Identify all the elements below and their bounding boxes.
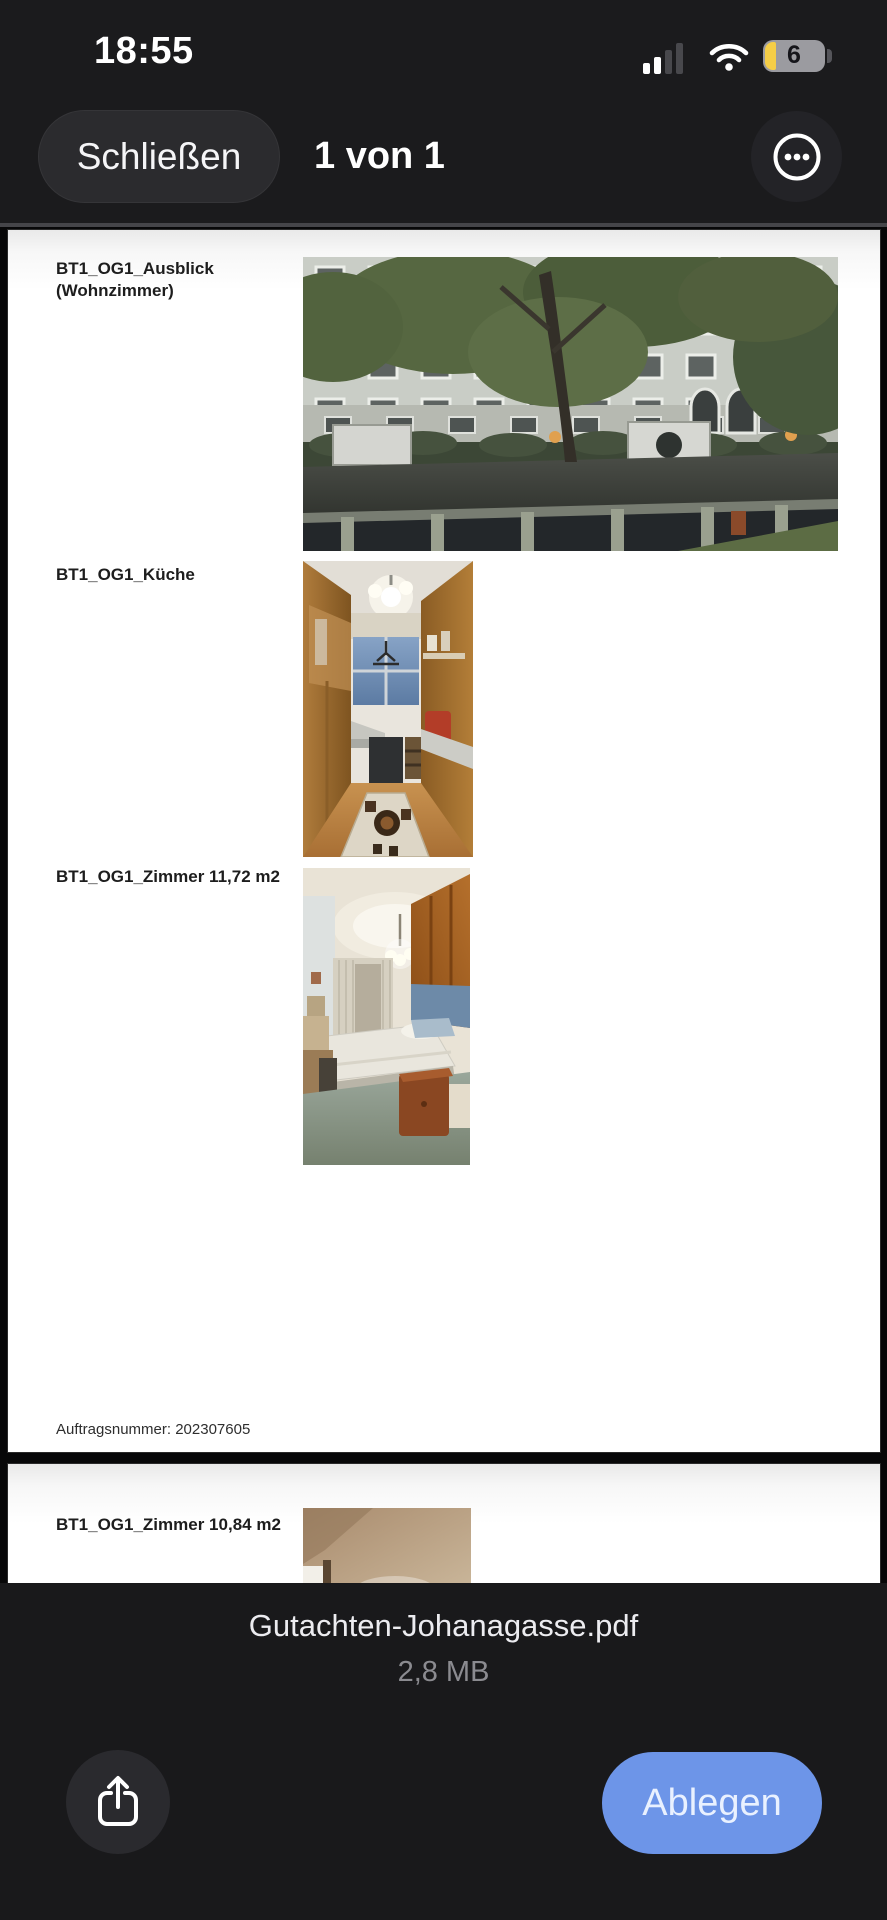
ellipsis-circle-icon bbox=[771, 131, 823, 183]
pdf-page-2 bbox=[8, 1464, 880, 1583]
battery-percent: 6 bbox=[787, 41, 801, 69]
page-indicator: 1 von 1 bbox=[314, 135, 445, 177]
photo-kitchen bbox=[303, 561, 473, 857]
cellular-signal-icon bbox=[643, 42, 687, 74]
wifi-icon bbox=[709, 42, 749, 72]
share-icon bbox=[91, 1774, 145, 1830]
photo-label: BT1_OG1_Zimmer 11,72 m2 bbox=[56, 867, 280, 886]
photo-label: BT1_OG1_Ausblick (Wohnzimmer) bbox=[56, 259, 214, 300]
order-number: Auftragsnummer: 202307605 bbox=[56, 1421, 251, 1438]
file-size: 2,8 MB bbox=[397, 1656, 490, 1688]
status-time: 18:55 bbox=[94, 30, 194, 72]
photo-label: BT1_OG1_Zimmer 10,84 m2 bbox=[56, 1515, 281, 1534]
photo-bedroom bbox=[303, 868, 470, 1165]
photo-apartment-building bbox=[303, 257, 838, 551]
battery-tip bbox=[827, 49, 832, 63]
file-name: Gutachten-Johanagasse.pdf bbox=[248, 1608, 639, 1643]
photo-room-partial bbox=[303, 1508, 471, 1583]
more-options-button[interactable] bbox=[751, 111, 842, 202]
photo-label: BT1_OG1_Küche bbox=[56, 565, 195, 584]
pdf-page-1 bbox=[8, 230, 880, 1452]
share-button[interactable] bbox=[66, 1750, 170, 1854]
pdf-viewer-scroll-area[interactable] bbox=[0, 227, 887, 1583]
battery-icon bbox=[763, 40, 825, 72]
close-button[interactable]: Schließen bbox=[38, 110, 280, 203]
drop-button[interactable]: Ablegen bbox=[602, 1752, 822, 1854]
